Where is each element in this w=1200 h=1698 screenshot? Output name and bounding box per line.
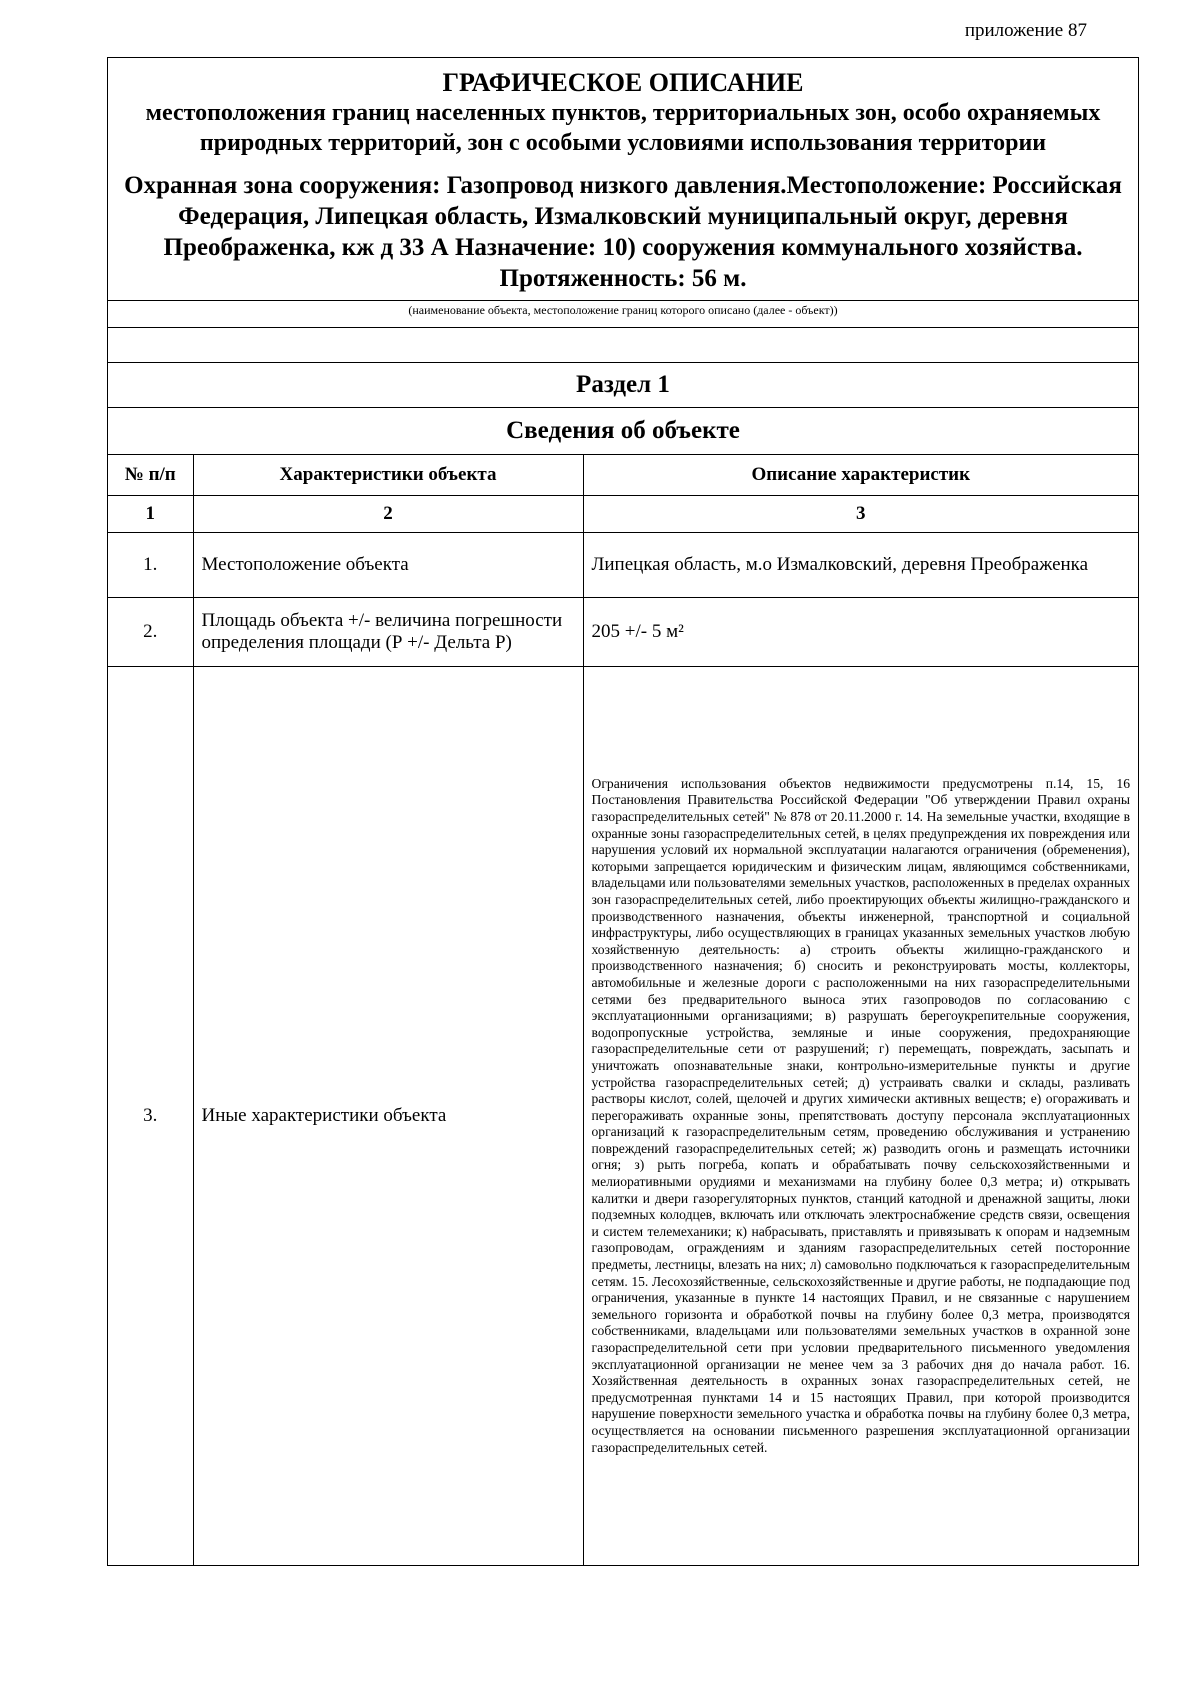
row-number: 3.	[108, 667, 193, 1566]
appendix-label: приложение 87	[964, 20, 1087, 41]
section-subtitle: Сведения об объекте	[108, 407, 1138, 454]
document-subtitle: местоположения границ населенных пунктов, территориальных зон, особо охраняемых природных территорий, зон с особыми условиями использования территории	[145, 100, 1101, 156]
column-number-3: 3	[583, 496, 1138, 533]
object-info-table	[108, 454, 1138, 1565]
document-frame	[107, 57, 1139, 1566]
header-characteristic: Характеристики объекта	[193, 455, 583, 496]
header-description: Описание характеристик	[583, 455, 1138, 496]
column-number-row	[108, 496, 1138, 533]
header-num: № п/п	[108, 455, 193, 496]
row-number: 2.	[108, 598, 193, 667]
table-row	[108, 667, 1138, 1566]
row-number: 1.	[108, 533, 193, 598]
document-title: ГРАФИЧЕСКОЕ ОПИСАНИЕ	[442, 68, 804, 97]
column-number-1: 1	[108, 496, 193, 533]
row-value-restrictions: Ограничения использования объектов недвижимости предусмотрены п.14, 15, 16 Постановления Правительства Российской Федерации "Об утверждении Правил охраны газораспределительных сетей" № 878 от 20.11.2000 г. 14. На земельные участки, входящие в охранные зоны газораспределительных сетей, в целях предупреждения их повреждения или нарушения условий их нормальной эксплуатации налагаются ограничения (обременения), которыми запрещается юридическим и физическим лицам, являющимся собственниками, владельцами или пользователями земельных участков, расположенных в пределах охранных зон газораспределительных сетей, либо проектирующих объекты жилищно-гражданского и производственного назначения, объекты инженерной, транспортной и социальной инфраструктуры, либо осуществляющих в границах указанных земельных участков любую хозяйственную деятельность: а) строить объекты жилищно-гражданского и производственного назначения; б) сносить и реконструировать мосты, коллекторы, автомобильные и железные дороги с расположенными на них газораспределительными сетями без предварительного выноса этих газопроводов по согласованию с эксплуатационными организациями; в) разрушать берегоукрепительные сооружения, водопропускные устройства, земляные и иные сооружения, предохраняющие газораспределительные сети от разрушений; г) перемещать, повреждать, засыпать и уничтожать опознавательные знаки, контрольно-измерительные пункты и другие устройства газораспределительных сетей; д) устраивать свалки и склады, разливать растворы кислот, солей, щелочей и других химически активных веществ; е) огораживать и перегораживать охранные зоны, препятствовать доступу персонала эксплуатационных организаций к газораспределительным сетям, проведению обслуживания и устранению повреждений газораспределительных сетей; ж) разводить огонь и размещать источники огня; з) рыть погреба, копать и обрабатывать почву сельскохозяйственными и мелиоративными орудиями и механизмами на глубину более 0,3 метра; и) открывать калитки и двери газорегуляторных пунктов, станций катодной и дренажной защиты, люки подземных колодцев, включать или отключать электроснабжение средств связи, освещения и систем телемеханики; к) набрасывать, приставлять и привязывать к опорам и надземным газопроводам, ограждениям и зданиям газораспределительных сетей посторонние предметы, лестницы, влезать на них; л) самовольно подключаться к газораспределительным сетям. 15. Лесохозяйственные, сельскохозяйственные и другие работы, не подпадающие под ограничения, указанные в пункте 14 настоящих Правил, и не связанные с нарушением земельного горизонта и обработкой почвы на глубину более 0,3 метра, производятся собственниками, владельцами или пользователями земельных участков в охранной зоне газораспределительной сети при условии предварительного письменного уведомления эксплуатационной организации не менее чем за 3 рабочих дня до начала работ. 16. Хозяйственная деятельность в охранных зонах газораспределительных сетей, не предусмотренная пунктами 14 и 15 настоящих Правил, при которой производится нарушение поверхности земельного участка и обработка почвы на глубину более 0,3 метра, осуществляется на основании письменного разрешения эксплуатационной организации газораспределительных сетей.	[583, 667, 1138, 1566]
table-row	[108, 598, 1138, 667]
row-label: Иные характеристики объекта	[193, 667, 583, 1566]
document-header	[108, 58, 1138, 300]
section-title: Раздел 1	[108, 362, 1138, 407]
row-label: Площадь объекта +/- величина погрешности определения площади (Р +/- Дельта Р)	[193, 598, 583, 667]
object-note: (наименование объекта, местоположение границ которого описано (далее - объект))	[108, 300, 1138, 327]
table-header-row	[108, 455, 1138, 496]
spacer-row	[108, 327, 1138, 362]
row-value: Липецкая область, м.о Измалковский, деревня Преображенка	[583, 533, 1138, 598]
object-description: Охранная зона сооружения: Газопровод низкого давления.Местоположение: Российская Федерация, Липецкая область, Измалковский муниципальный округ, деревня Преображенка, кж д 33 А Назначение: 10) сооружения коммунального хозяйства. Протяженность: 56 м.	[124, 172, 1122, 292]
table-row	[108, 533, 1138, 598]
row-label: Местоположение объекта	[193, 533, 583, 598]
row-value: 205 +/- 5 м²	[583, 598, 1138, 667]
column-number-2: 2	[193, 496, 583, 533]
